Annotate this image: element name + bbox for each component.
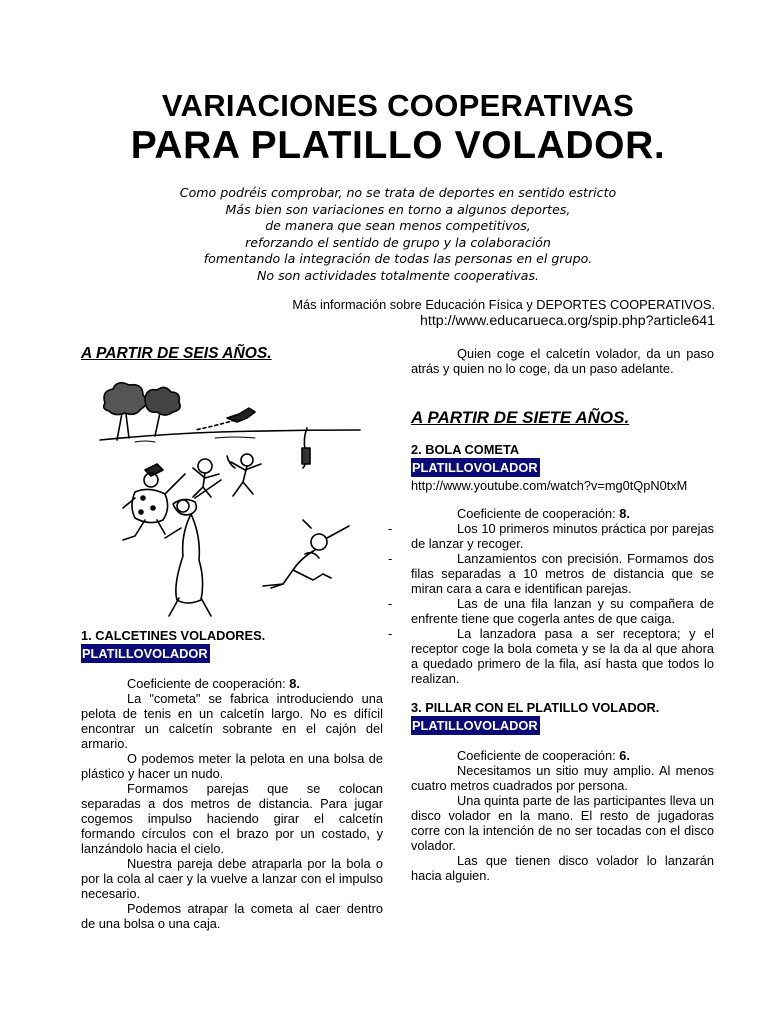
- game-3-tag: PLATILLOVOLADOR: [412, 718, 538, 733]
- game-2-coef: [411, 506, 714, 521]
- intro-line: Más bien son variaciones en torno a algunos deportes,: [225, 201, 571, 217]
- left-column-body: [81, 628, 383, 931]
- game-1-tag: PLATILLOVOLADOR: [82, 646, 208, 661]
- coef-label: Coeficiente de cooperación:: [457, 748, 620, 763]
- coef-label: Coeficiente de cooperación:: [127, 676, 290, 691]
- list-item: - Los 10 primeros minutos práctica por parejas de lanzar y recoger.: [388, 521, 714, 551]
- list-item: - Lanzamientos con precisión. Formamos dos filas separadas a 10 metros de distancia que se miran cara a cara e identifican parejas.: [388, 551, 714, 596]
- list-item: - La lanzadora pasa a ser receptora; y el receptor coge la bola cometa y se la da al que ahora a quedado primero de la fila, así hasta que todos lo realizan.: [388, 626, 714, 686]
- paragraph-text: Las que tienen disco volador lo lanzarán hacia alguien.: [411, 853, 714, 883]
- paragraph-text: Formamos parejas que se colocan separadas a dos metros de distancia. Para jugar cogemos impulso haciendo girar el calcetín formando círculos con el brazo por un costado, y lanzándolo hacia el cielo.: [81, 781, 383, 856]
- intro-line: No son actividades totalmente cooperativas.: [256, 267, 540, 283]
- paragraph-text: Necesitamos un sitio muy amplio. Al menos cuatro metros cuadrados por persona.: [411, 763, 714, 793]
- paragraph: [411, 763, 714, 793]
- title-line-1: VARIACIONES COOPERATIVAS: [161, 88, 635, 123]
- paragraph-text: O podemos meter la pelota en una bolsa de plástico y hacer un nudo.: [81, 751, 383, 781]
- right-column: [388, 346, 714, 883]
- list-item: - Las de una fila lanzan y su compañera de enfrente tiene que cogerla antes de que caiga.: [388, 596, 714, 626]
- intro-text: [0, 185, 768, 284]
- list-item-text: La lanzadora pasa a ser receptora; y el receptor coge la bola cometa y se la da al que ahora a quedado primero de la fila, así hasta que todos lo realizan.: [411, 626, 714, 686]
- paragraph-text: Nuestra pareja debe atraparla por la bola o por la cola al caer y la vuelve a lanzar con el impulso necesario.: [81, 856, 383, 901]
- intro-line: fomentando la integración de todas las personas en el grupo.: [203, 251, 593, 266]
- coef-label: Coeficiente de cooperación:: [457, 506, 620, 521]
- coef-value: 8.: [619, 506, 630, 521]
- game-2-video-link[interactable]: http://www.youtube.com/watch?v=mg0tQpN0txM: [411, 478, 688, 493]
- section-heading-seven: A PARTIR DE SIETE AÑOS.: [411, 408, 630, 427]
- list-item-text: Las de una fila lanzan y su compañera de enfrente tiene que cogerla antes de que caiga.: [411, 596, 714, 626]
- children-playing-illustration: [95, 378, 365, 630]
- list-item-text: Lanzamientos con precisión. Formamos dos filas separadas a 10 metros de distancia que se miran cara a cara e identifican parejas.: [411, 551, 714, 596]
- paragraph: [81, 856, 383, 901]
- coef-value: 6.: [619, 748, 630, 763]
- game-2-tag: PLATILLOVOLADOR: [412, 460, 538, 475]
- paragraph: [81, 781, 383, 856]
- game-3-title: 3. PILLAR CON EL PLATILLO VOLADOR.: [411, 700, 660, 715]
- coef-value: 8.: [289, 676, 300, 691]
- paragraph-text: Una quinta parte de las participantes lleva un disco volador en la mano. El resto de jugadoras corre con la intención de no ser tocadas con el disco volador.: [411, 793, 714, 853]
- game-1-coef: [81, 676, 383, 691]
- paragraph-text: Quien coge el calcetín volador, da un paso atrás y quien no lo coge, da un paso adelante.: [411, 346, 714, 376]
- section-heading-six: A PARTIR DE SEIS AÑOS.: [81, 345, 272, 362]
- paragraph: [411, 793, 714, 853]
- intro-line: Como podréis comprobar, no se trata de deportes en sentido estricto: [179, 185, 617, 200]
- more-info-text: Más información sobre Educación Física y DEPORTES COOPERATIVOS.: [292, 297, 715, 312]
- paragraph-text: Podemos atrapar la cometa al caer dentro de una bolsa o una caja.: [81, 901, 383, 931]
- game-1-title: 1. CALCETINES VOLADORES.: [81, 628, 266, 643]
- paragraph: [411, 853, 714, 883]
- paragraph: [411, 346, 714, 376]
- paragraph-text: La "cometa" se fabrica introduciendo una pelota de tenis en un calcetín largo. No es difícil encontrar un calcetín sobrante en el cajón del armario.: [81, 691, 383, 751]
- left-column: [81, 345, 383, 363]
- paragraph: [81, 691, 383, 751]
- paragraph: [81, 751, 383, 781]
- game-3-coef: [411, 748, 714, 763]
- intro-line: de manera que sean menos competitivos,: [265, 218, 531, 233]
- more-info-link[interactable]: http://www.educarueca.org/spip.php?article641: [420, 313, 715, 329]
- game-2-title: 2. BOLA COMETA: [411, 442, 520, 457]
- intro-line: reforzando el sentido de grupo y la colaboración: [245, 234, 551, 250]
- title-line-2: PARA PLATILLO VOLADOR.: [130, 124, 666, 167]
- list-item-text: Los 10 primeros minutos práctica por parejas de lanzar y recoger.: [411, 521, 714, 551]
- paragraph: [81, 901, 383, 931]
